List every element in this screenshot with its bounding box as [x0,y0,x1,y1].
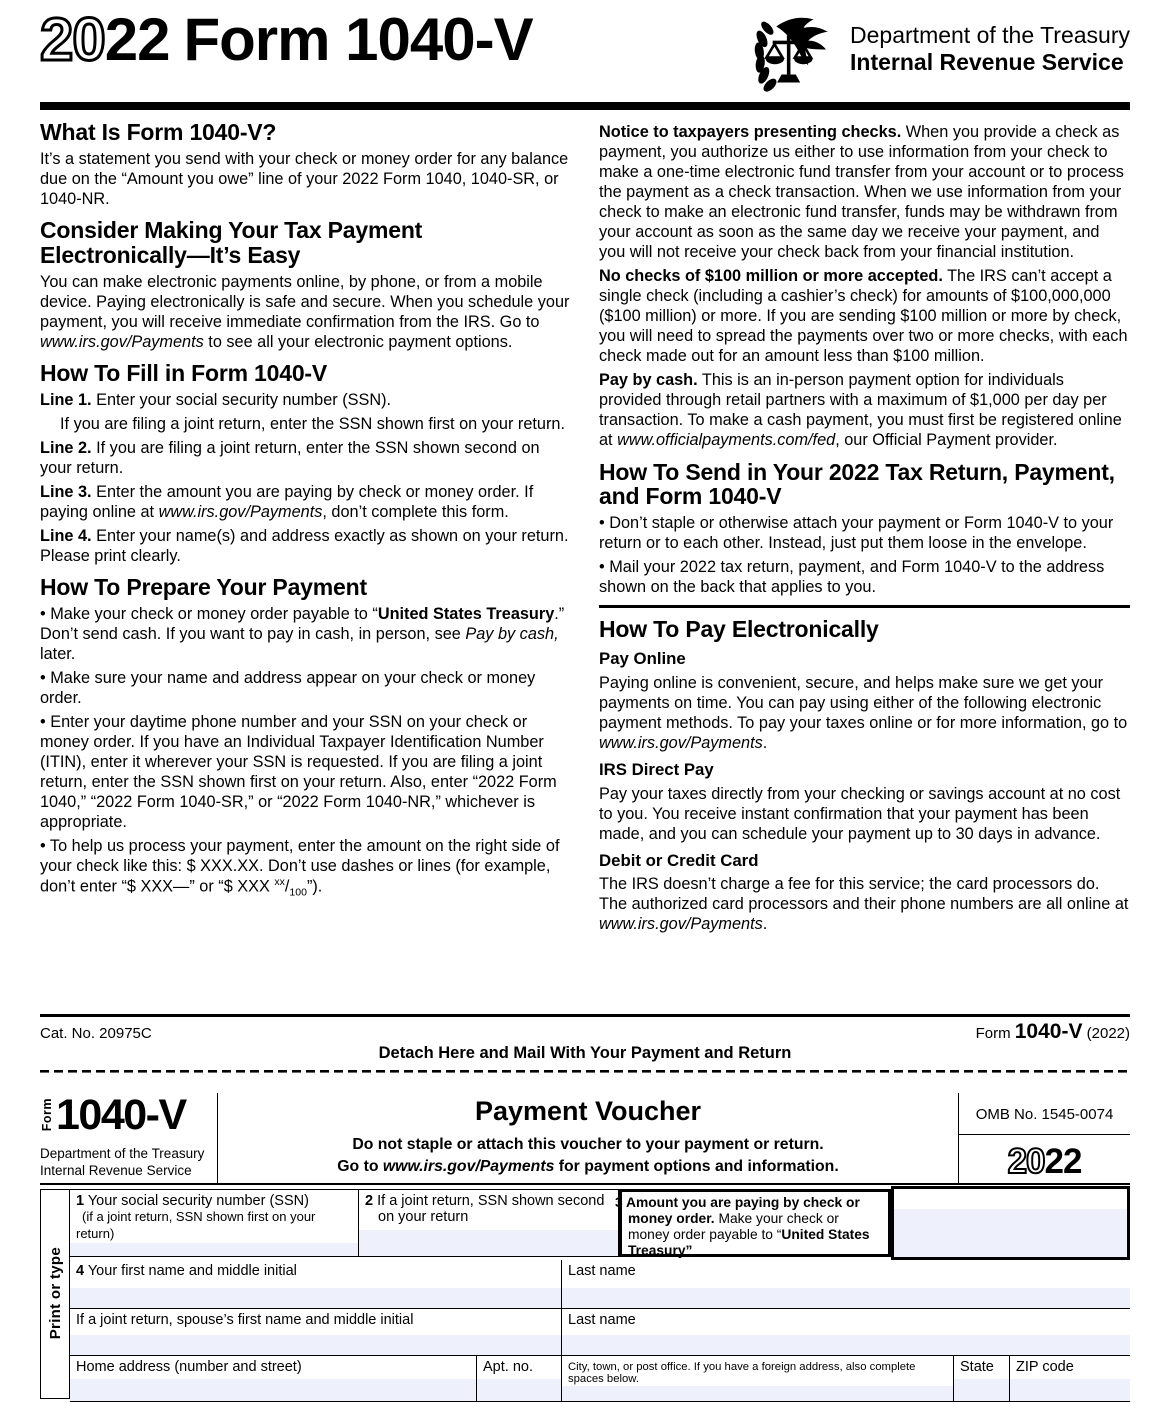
zip-label: ZIP code [1016,1358,1074,1375]
fraction-denominator: 100 [289,886,307,899]
detach-dashed-line [40,1070,1130,1073]
text-run: This is an in-person payment option for individuals provided through retail partners with a maximum of $1,000 per day per transaction. To make a cash payment, you must first be registered online at [599,371,1122,450]
spouse-last-name-label: Last name [568,1311,636,1328]
text-run: for payment options and information. [554,1157,839,1175]
spouse-ssn-box [359,1189,619,1257]
spouse-name-box [70,1309,562,1356]
spouse-last-name-input[interactable] [562,1335,1130,1355]
text-run: • Make your check or money order payable to “ [40,604,378,623]
first-name-box [70,1260,562,1309]
masthead [40,8,1130,100]
url-irs-payments: www.irs.gov/Payments [599,733,763,752]
line1-lead: Line 1. [40,390,92,409]
voucher-row-1 [70,1189,1130,1260]
heading-what-is: What Is Form 1040-V? [40,119,277,145]
para-pay-by-cash [599,370,1130,450]
city-box [562,1356,954,1402]
para-no-checks-100m [599,266,1130,366]
voucher-year [959,1135,1130,1182]
spouse-last-name-box [562,1309,1130,1356]
heading-pay-electronically: How To Pay Electronically [599,616,879,643]
header-rule [40,102,1130,110]
box-number: 1 [76,1192,85,1209]
text-run-bold: United States Treasury [377,604,555,623]
year-solid: 22 [1044,1141,1082,1181]
dept-line2: Internal Revenue Service [40,1162,192,1178]
notice-lead: Notice to taxpayers presenting checks. [599,123,902,141]
voucher-form-number: 1040-V [56,1090,186,1139]
text-run: Make your check or money order payable to “ [628,1210,839,1243]
para-electronic [40,272,571,352]
voucher-row-2 [70,1260,1130,1309]
text-run: (2022) [1082,1024,1130,1042]
url-irs-payments: www.irs.gov/Payments [382,1157,555,1175]
agency-block [748,8,1130,94]
text-run: to see all your electronic payment options. [203,332,513,351]
text-run: later. [40,644,76,663]
first-name-input[interactable] [70,1288,561,1308]
home-address-label: Home address (number and street) [76,1358,302,1375]
year-outline: 20 [1007,1141,1045,1181]
zip-input[interactable] [1010,1379,1130,1401]
amount-lead: 3 Amount you are paying by check or money order. [615,1194,860,1226]
agency-name [850,14,1130,76]
url-irs-payments: www.irs.gov/Payments [40,332,204,351]
text-run: ”). [306,877,323,896]
print-or-type-sidebar [40,1189,70,1399]
fraction-numerator: xx [274,876,285,889]
amount-instruction-box [615,1189,891,1259]
apt-no-box [477,1356,562,1402]
bullet-mail-return: • Mail your 2022 tax return, payment, and Form 1040-V to the address shown on the back that applies to you. [599,558,1105,597]
text-run: If a joint return, SSN shown second on your return [373,1192,605,1226]
para-line1 [40,390,571,410]
dept-line1: Department of the Treasury [850,22,1130,48]
fraction-slash: / [284,877,290,896]
footer-rule [40,1014,1130,1017]
text-run: Your social security number (SSN) [84,1192,309,1209]
text-run-italic: Pay by cash, [465,624,559,643]
url-irs-payments: www.irs.gov/Payments [599,915,763,934]
print-or-type-label: Print or type [46,1247,64,1340]
text-run: The IRS doesn’t charge a fee for this service; the card processors do. The authorized card processors and their phone numbers are all online at [599,875,1129,914]
year-solid: 22 [104,6,170,73]
amount-box-top-strip [894,1189,1127,1209]
para-line2 [40,438,571,478]
no-checks-lead: No checks of $100 million or more accepted. [599,267,943,286]
left-column [40,116,571,1014]
para-line4 [40,526,571,566]
para-pay-online [599,673,1130,753]
text-run: Paying online is convenient, secure, and helps make sure we get your payments on time. You can pay using either of the following electronic payment methods. To pay your taxes online or for more information, go to [599,673,1128,732]
voucher-instruction-1: Do not staple or attach this voucher to your payment or return. [352,1135,824,1153]
spouse-ssn-input[interactable] [359,1230,618,1256]
line4-lead: Line 4. [40,526,92,545]
home-address-input[interactable] [70,1379,476,1401]
text-run: Enter your name(s) and address exactly as shown on your return. Please print clearly. [40,526,569,565]
text-run: Your first name and middle initial [84,1262,297,1279]
bullet-name-address: • Make sure your name and address appear on your check or money order. [40,668,536,707]
text-run: , our Official Payment provider. [835,431,1058,450]
dept-line2: Internal Revenue Service [850,49,1124,76]
voucher-title-block [218,1093,958,1183]
form-number: 1040-V [1014,1019,1083,1043]
heading-how-to-send: How To Send in Your 2022 Tax Return, Payment, and Form 1040-V [599,458,1115,510]
amount-input[interactable] [894,1209,1127,1257]
ssn-sublabel: (if a joint return, SSN shown first on your return) [76,1209,316,1241]
ssn-box [70,1189,359,1257]
apt-no-input[interactable] [477,1379,561,1401]
para-what-is: It’s a statement you send with your check or money order for any balance due on the “Amount you owe” line of your 2022 Form 1040, 1040-SR, or 1040-NR. [40,149,569,208]
form-reference [976,1020,1130,1044]
text-run: When you provide a check as payment, you authorize us either to use information from your check to make a one-time electronic fund transfer from your account or to process the payment as a check transaction. When we use information from your check to make an electronic fund transfer, funds may be withdrawn from your account as soon as the same day we receive your payment, and you will not receive your check back from your financial institution. [599,123,1124,262]
pay-cash-lead: Pay by cash. [599,371,698,390]
para-direct-pay: Pay your taxes directly from your checking or savings account at no cost to you. You receive instant confirmation that your payment has been made, and you can schedule your payment up to 30 days in advance. [599,784,1121,843]
url-officialpayments: www.officialpayments.com/fed [617,431,836,450]
line2-lead: Line 2. [40,438,92,457]
instructions [40,116,1130,1014]
text-run: The IRS can’t accept a single check (including a cashier’s check) for amounts of $100,000,000 ($100 million) or more. If you are sending $100 million or more by check, you will need to spread the payments over two or more checks, with each check made out for an amount less than $100 million. [599,267,1128,366]
heading-consider-electronic: Consider Making Your Tax Payment Electronically—It’s Easy [40,216,423,268]
dept-line1: Department of the Treasury [40,1145,205,1161]
text-run: • To help us process your payment, enter the amount on the right side of your check like this: $ XXX.XX. Don’t use dashes or lines (for example, don’t enter “$ XXX—” or “$ XXX [40,836,560,896]
para-notice-checks [599,122,1130,262]
text-run: , don’t complete this form. [322,502,509,521]
amount-box [891,1186,1130,1260]
text-run: Go to [337,1157,383,1175]
voucher-title: Payment Voucher [474,1095,702,1126]
catalog-number: Cat. No. 20975C [40,1024,152,1042]
box-number: 2 [365,1192,374,1209]
spouse-name-input[interactable] [70,1335,561,1355]
footer-row [40,1020,1130,1044]
voucher-agency [40,1146,211,1180]
text-run-bold: United States Treasury” [628,1227,870,1259]
last-name-label: Last name [568,1262,636,1279]
text-run: Form [975,1024,1015,1042]
city-input[interactable] [562,1386,953,1400]
voucher-table [40,1189,1130,1399]
section-divider [599,605,1130,608]
ssn-input[interactable] [70,1243,358,1256]
state-input[interactable] [954,1379,1009,1401]
first-name-label [70,1260,561,1280]
subhead-direct-pay: IRS Direct Pay [599,759,714,779]
form-title: Form 1040-V [183,6,533,73]
apt-no-label: Apt. no. [483,1358,533,1375]
state-box [954,1356,1010,1402]
bullet-payable [40,604,571,664]
city-label: City, town, or post office. If you have a foreign address, also complete spaces below. [568,1360,916,1386]
detach-instruction: Detach Here and Mail With Your Payment and Return [378,1043,792,1062]
omb-year-block [958,1093,1130,1183]
bullet-amount-format [40,836,571,900]
text-run: If you are filing a joint return, enter the SSN shown second on your return. [40,438,540,477]
spouse-name-label: If a joint return, spouse’s first name and middle initial [76,1311,414,1328]
box-number: 4 [76,1262,85,1279]
para-line1-note: If you are filing a joint return, enter the SSN shown first on your return. [60,414,565,433]
voucher-row-4 [70,1356,1130,1402]
para-debit-credit [599,874,1130,934]
payment-voucher [40,1090,1130,1399]
voucher-header [40,1090,1130,1185]
bullet-dont-staple: • Don’t staple or otherwise attach your payment or Form 1040-V to your return or to each other. Instead, just put them loose in the envelope. [599,514,1114,553]
url-irs-payments: www.irs.gov/Payments [158,502,323,521]
spouse-ssn-label [359,1190,618,1226]
page-title [40,8,533,71]
voucher-form-id [40,1090,218,1183]
zip-box [1010,1356,1130,1402]
text-run: . [762,915,768,934]
amount-label [615,1192,888,1260]
text-run: . [762,733,768,752]
bullet-phone-ssn: • Enter your daytime phone number and your SSN on your check or money order. If you have an Individual Taxpayer Identification Number (ITIN), enter it wherever your SSN is requested. If you are filing a joint return, enter the SSN shown first on your return. Also, enter “2022 Form 1040,” “2022 Form 1040-SR,” or “2022 Form 1040-NR,” whichever is appropriate. [40,712,557,831]
voucher-fields [70,1189,1130,1399]
voucher-instruction-2 [232,1158,944,1176]
subhead-debit-credit: Debit or Credit Card [599,850,759,870]
state-label: State [960,1358,994,1375]
heading-how-to-fill: How To Fill in Form 1040-V [40,359,328,386]
text-run: You can make electronic payments online, by phone, or from a mobile device. Paying electronically is safe and secure. When you schedule your payment, you will receive immediate confirmation from the IRS. Go to [40,272,570,331]
right-column [599,116,1130,1014]
year-outline: 20 [40,6,105,73]
last-name-box [562,1260,1130,1309]
omb-number: OMB No. 1545-0074 [959,1093,1130,1135]
heading-prepare-payment: How To Prepare Your Payment [40,573,367,600]
text-run: Enter the amount you are paying by check or money order. If paying online at [40,482,534,521]
subhead-pay-online: Pay Online [599,649,686,669]
last-name-input[interactable] [562,1288,1130,1308]
line3-lead: Line 3. [40,482,92,501]
home-address-box [70,1356,477,1402]
text-run: .” Don’t send cash. If you want to pay in cash, in person, see [40,604,565,643]
irs-eagle-logo [748,14,840,94]
para-line3 [40,482,571,522]
form-word-vertical: Form [40,1097,54,1131]
text-run: Enter your social security number (SSN). [91,390,392,409]
voucher-form-row [40,1090,211,1139]
voucher-row-3 [70,1309,1130,1356]
ssn-label [70,1190,358,1243]
